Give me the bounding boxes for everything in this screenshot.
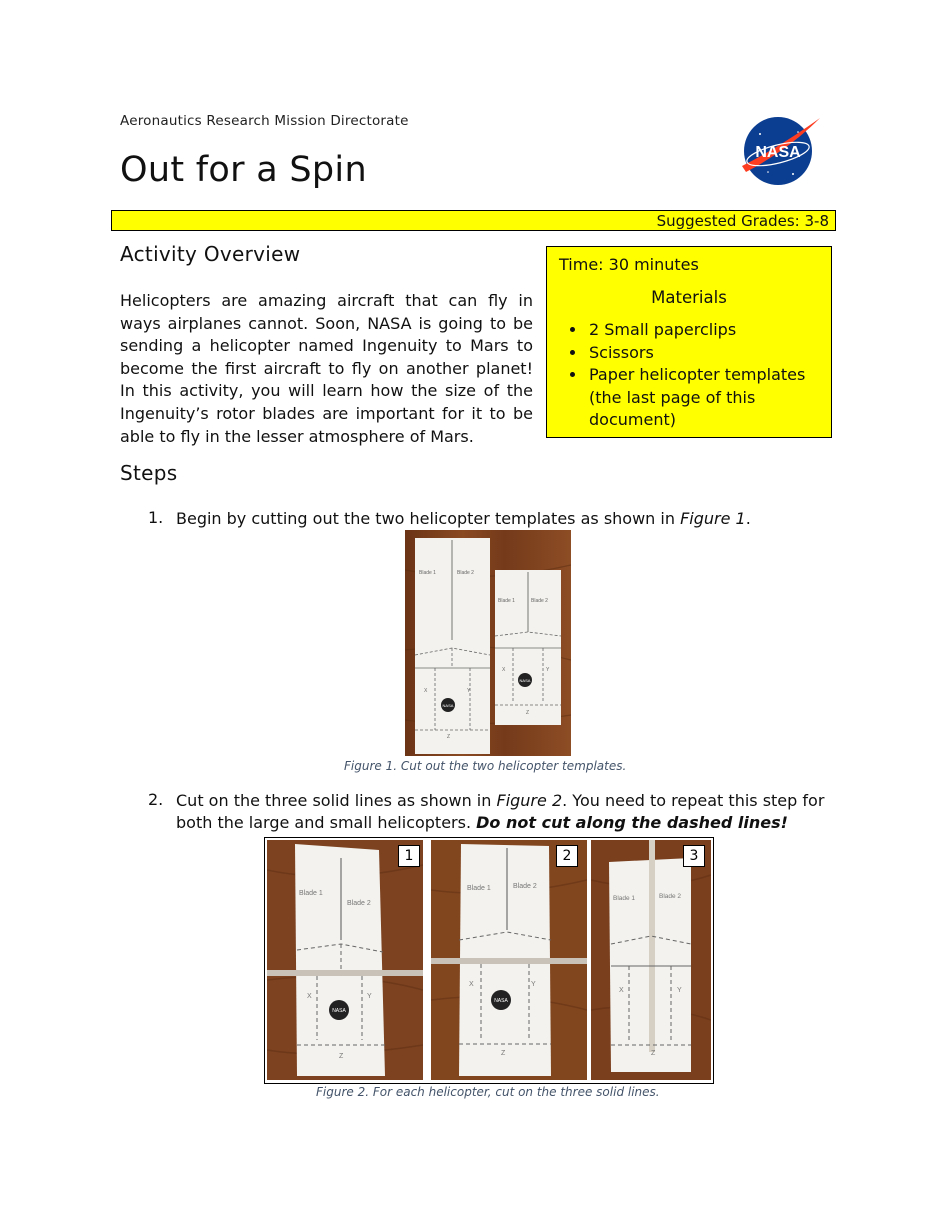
step-number: 2.	[148, 790, 164, 809]
figure-2-caption: Figure 2. For each helicopter, cut on the three solid lines.	[316, 1085, 660, 1099]
svg-text:Y: Y	[531, 981, 536, 988]
figure-2-panel-3	[591, 840, 711, 1080]
list-item: • Paper helicopter templates (the last page of this document)	[587, 364, 819, 432]
svg-text:NASA: NASA	[494, 998, 508, 1004]
materials-heading: Materials	[651, 288, 727, 307]
list-item: • Scissors	[587, 342, 819, 365]
svg-text:Blade 2: Blade 2	[457, 570, 474, 576]
svg-text:Y: Y	[546, 667, 550, 673]
svg-text:Blade 1: Blade 1	[498, 598, 515, 604]
figure-2-panel-1	[267, 840, 423, 1080]
nasa-logo	[738, 114, 822, 186]
svg-text:Z: Z	[339, 1053, 344, 1060]
svg-text:Y: Y	[367, 993, 372, 1000]
figure-2-photos	[264, 837, 714, 1084]
svg-text:Blade 1: Blade 1	[419, 570, 436, 576]
steps-heading: Steps	[120, 461, 178, 485]
figure-ref: Figure 2	[496, 791, 563, 810]
panel-number-badge: 2	[556, 845, 578, 867]
panel-number-badge: 3	[683, 845, 705, 867]
figure-ref: Figure 1	[680, 509, 746, 528]
svg-text:Blade 1: Blade 1	[467, 885, 491, 892]
svg-text:Z: Z	[526, 710, 530, 716]
nasa-logo-text: NASA	[755, 144, 801, 161]
materials-box	[546, 246, 832, 438]
svg-text:Blade 1: Blade 1	[613, 895, 636, 902]
svg-text:NASA: NASA	[332, 1008, 346, 1014]
svg-text:Blade 2: Blade 2	[531, 598, 548, 604]
list-item: • 2 Small paperclips	[587, 319, 819, 342]
figure-1-caption: Figure 1. Cut out the two helicopter templates.	[344, 759, 627, 773]
svg-text:X: X	[502, 667, 506, 673]
svg-text:Blade 1: Blade 1	[299, 890, 323, 897]
figure-1-photo	[405, 530, 571, 756]
svg-text:Blade 2: Blade 2	[513, 883, 537, 890]
grade-label: Suggested Grades: 3-8	[656, 212, 829, 230]
svg-text:Y: Y	[677, 987, 682, 994]
org-name: Aeronautics Research Mission Directorate	[120, 113, 409, 129]
panel-number-badge: 1	[398, 845, 420, 867]
svg-text:Z: Z	[447, 734, 451, 740]
svg-text:X: X	[619, 987, 624, 994]
svg-text:X: X	[307, 993, 312, 1000]
svg-text:NASA: NASA	[519, 678, 531, 683]
svg-text:X: X	[424, 688, 428, 694]
grade-bar	[111, 210, 836, 231]
page-title: Out for a Spin	[120, 150, 367, 190]
svg-text:Z: Z	[651, 1050, 656, 1057]
svg-text:Blade 2: Blade 2	[347, 900, 371, 907]
overview-heading: Activity Overview	[120, 242, 301, 266]
step-number: 1.	[148, 508, 164, 527]
svg-text:Blade 2: Blade 2	[659, 893, 682, 900]
warning-text: Do not cut along the dashed lines!	[476, 813, 788, 832]
overview-text: Helicopters are amazing aircraft that can fly in ways airplanes cannot. Soon, NASA is going to be sending a helicopter named Ingenuity to Mars to become the first aircraft to fly on another planet! In this activity, you will learn how the size of the Ingenuity’s rotor blades are important for it to be able to fly in the lesser atmosphere of Mars.	[120, 291, 533, 446]
time-label: Time: 30 minutes	[559, 255, 699, 274]
svg-text:NASA: NASA	[442, 703, 454, 708]
materials-list	[559, 319, 819, 432]
svg-text:Z: Z	[501, 1050, 506, 1057]
step-text: Begin by cutting out the two helicopter templates as shown in Figure 1.	[176, 509, 751, 528]
step-text: Cut on the three solid lines as shown in Figure 2. You need to repeat this step for both the large and small helicopters. Do not cut along the dashed lines!	[176, 791, 825, 832]
svg-text:Y: Y	[467, 688, 471, 694]
svg-text:X: X	[469, 981, 474, 988]
figure-2-panel-2	[431, 840, 587, 1080]
